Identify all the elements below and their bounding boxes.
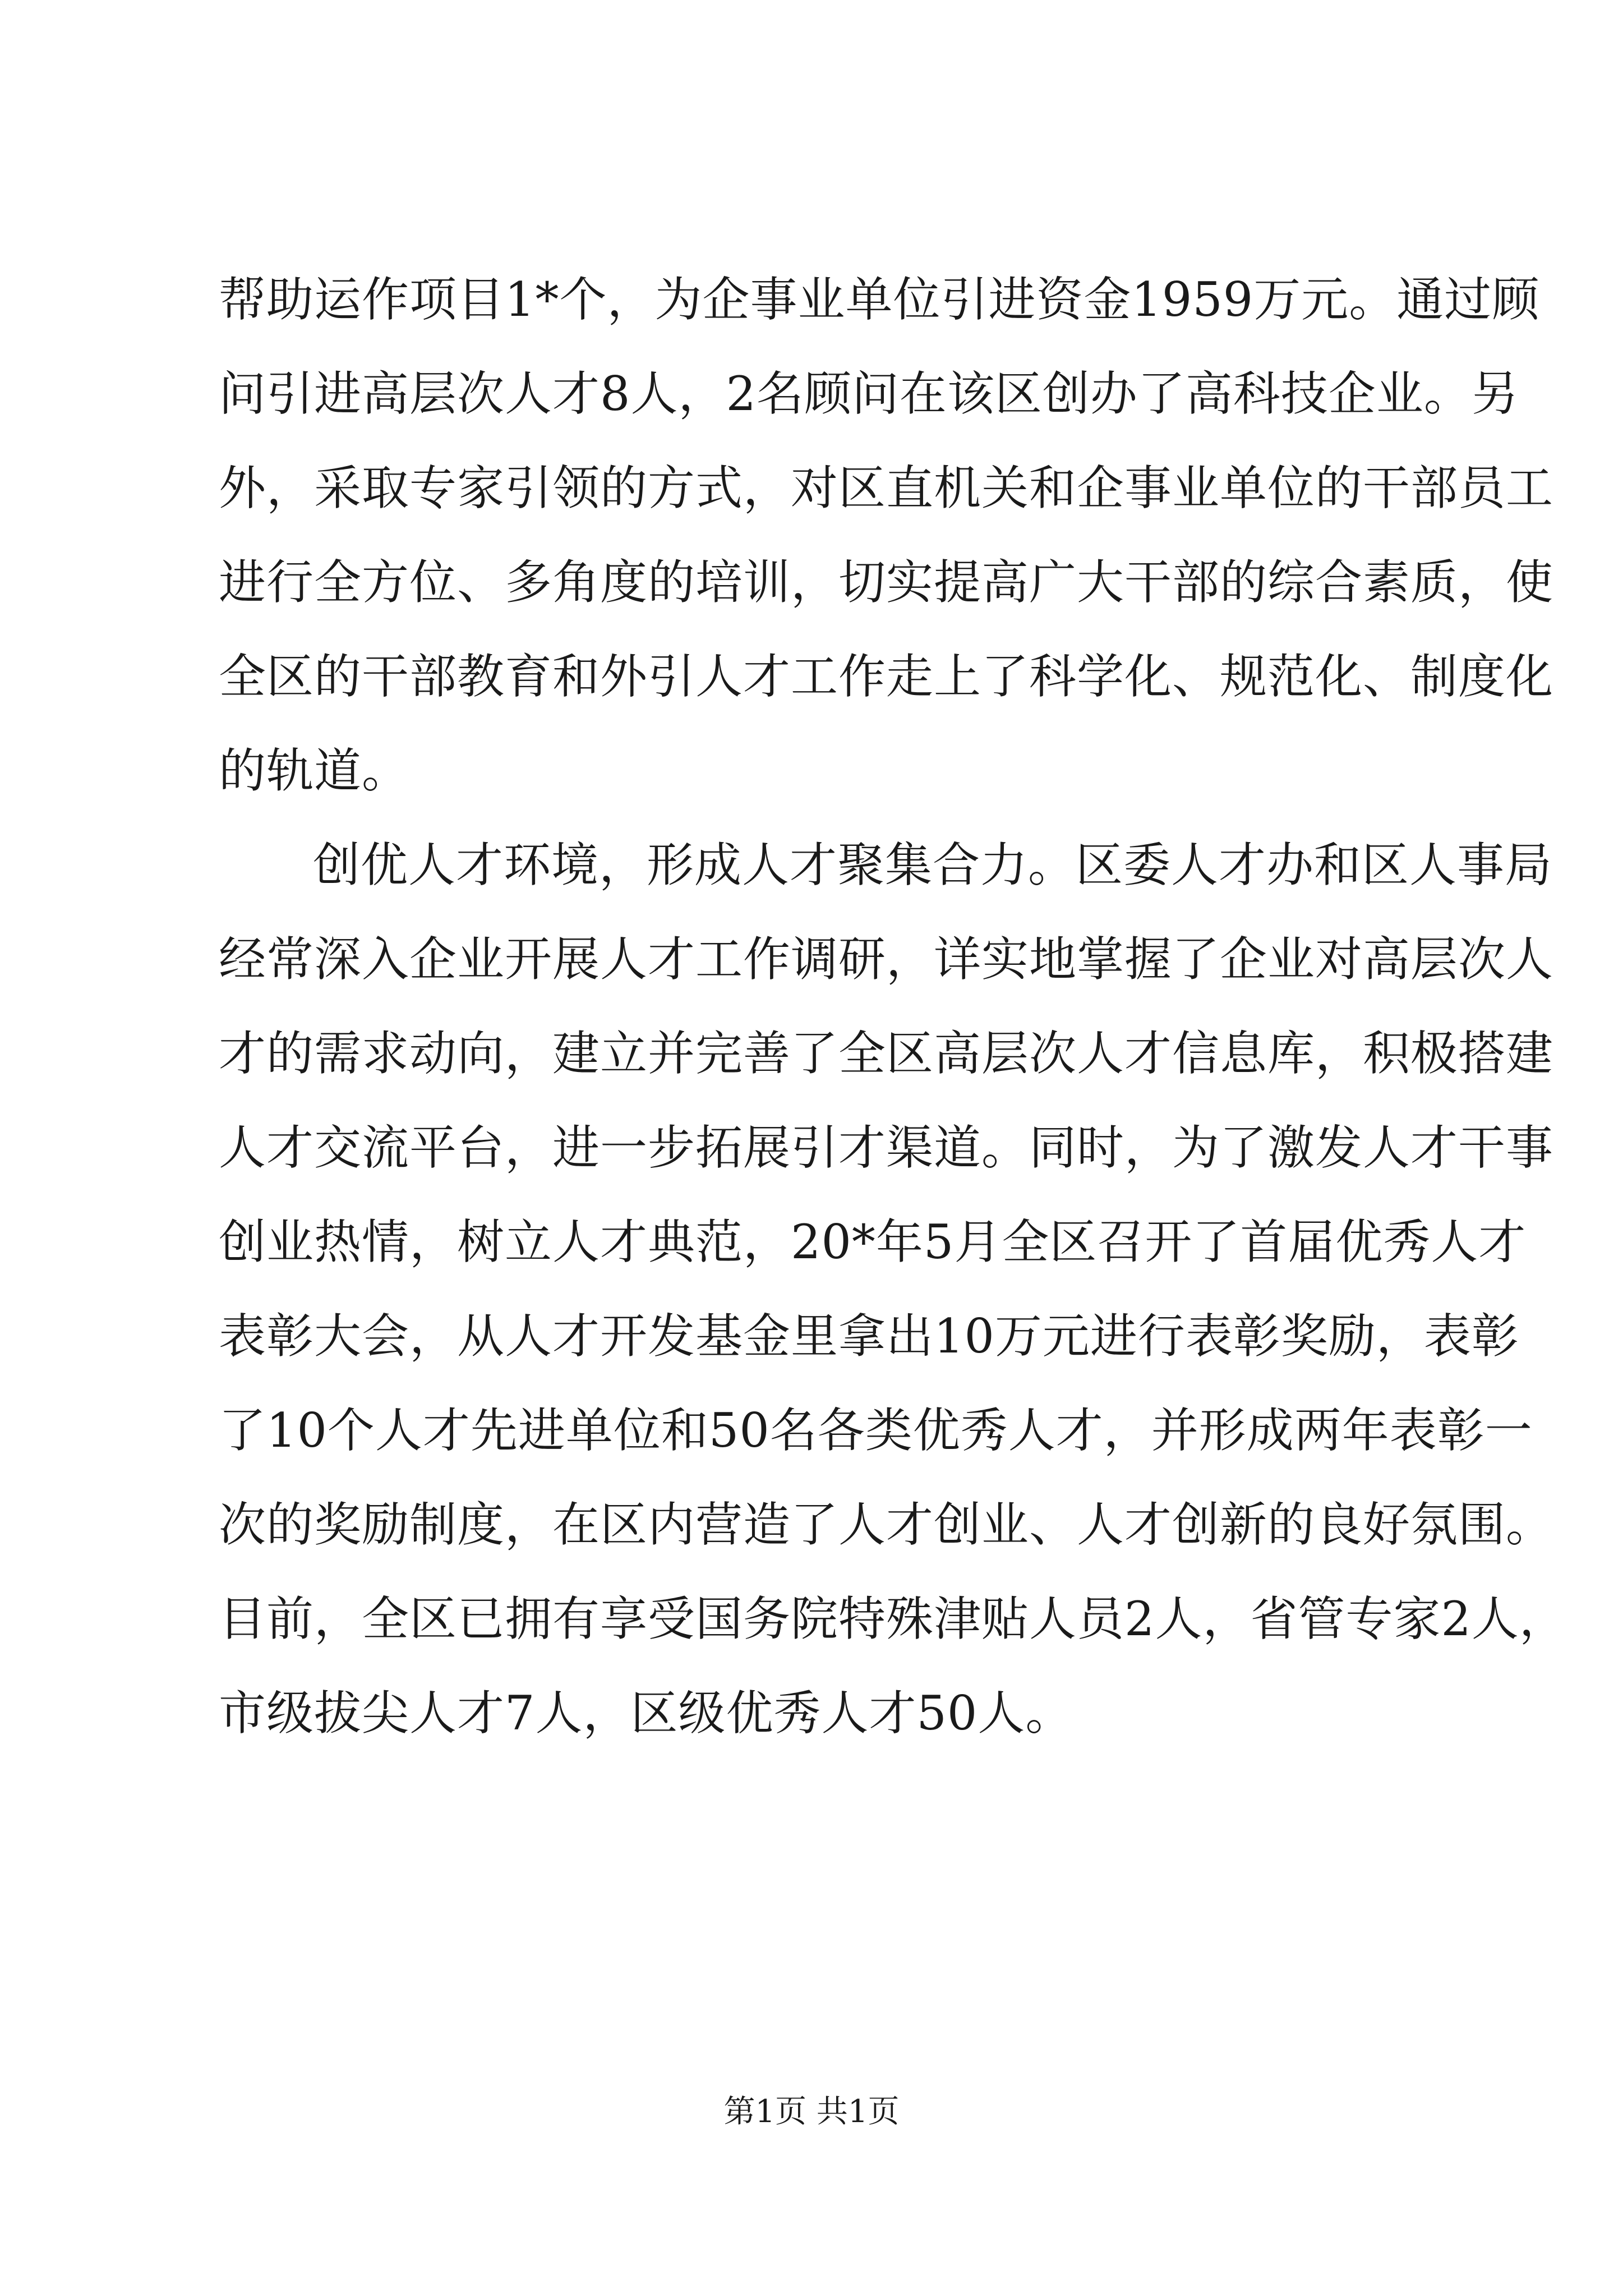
text-line: 目前，全区已拥有享受国务院特殊津贴人员2人，省管专家2人， bbox=[219, 1591, 1567, 1646]
paragraph bbox=[219, 252, 1554, 818]
text-line: 次的奖励制度，在区内营造了人才创业、人才创新的良好氛围。 bbox=[219, 1497, 1554, 1552]
text-line: 经常深入企业开展人才工作调研，详实地掌握了企业对高层次人 bbox=[219, 932, 1554, 987]
text-line: 市级拔尖人才7人，区级优秀人才50人。 bbox=[219, 1686, 1073, 1741]
text-line: 外，采取专家引领的方式，对区直机关和企事业单位的干部员工 bbox=[219, 461, 1554, 516]
text-line: 的轨道。 bbox=[219, 743, 410, 798]
text-line: 表彰大会，从人才开发基金里拿出10万元进行表彰奖励，表彰 bbox=[219, 1309, 1519, 1364]
page-number-label: 第1页 共1页 bbox=[723, 2093, 900, 2130]
text-line: 问引进高层次人才8人，2名顾问在该区创办了高科技企业。另 bbox=[219, 366, 1519, 421]
text-line: 帮助运作项目1*个，为企事业单位引进资金1959万元。通过顾 bbox=[219, 272, 1540, 327]
text-line: 才的需求动向，建立并完善了全区高层次人才信息库，积极搭建 bbox=[219, 1026, 1554, 1081]
text-line: 创业热情，树立人才典范，20*年5月全区召开了首届优秀人才 bbox=[219, 1214, 1527, 1269]
text-line: 进行全方位、多角度的培训，切实提高广大干部的综合素质，使 bbox=[219, 555, 1554, 610]
paragraph bbox=[219, 818, 1567, 1760]
text-line: 创优人才环境，形成人才聚集合力。区委人才办和区人事局 bbox=[313, 838, 1553, 892]
document-body bbox=[219, 252, 1567, 1760]
page-footer bbox=[0, 2090, 1623, 2134]
text-line: 了10个人才先进单位和50名各类优秀人才，并形成两年表彰一 bbox=[219, 1403, 1533, 1458]
text-line: 人才交流平台，进一步拓展引才渠道。同时，为了激发人才干事 bbox=[219, 1120, 1554, 1175]
text-line: 全区的干部教育和外引人才工作走上了科学化、规范化、制度化 bbox=[219, 649, 1554, 704]
